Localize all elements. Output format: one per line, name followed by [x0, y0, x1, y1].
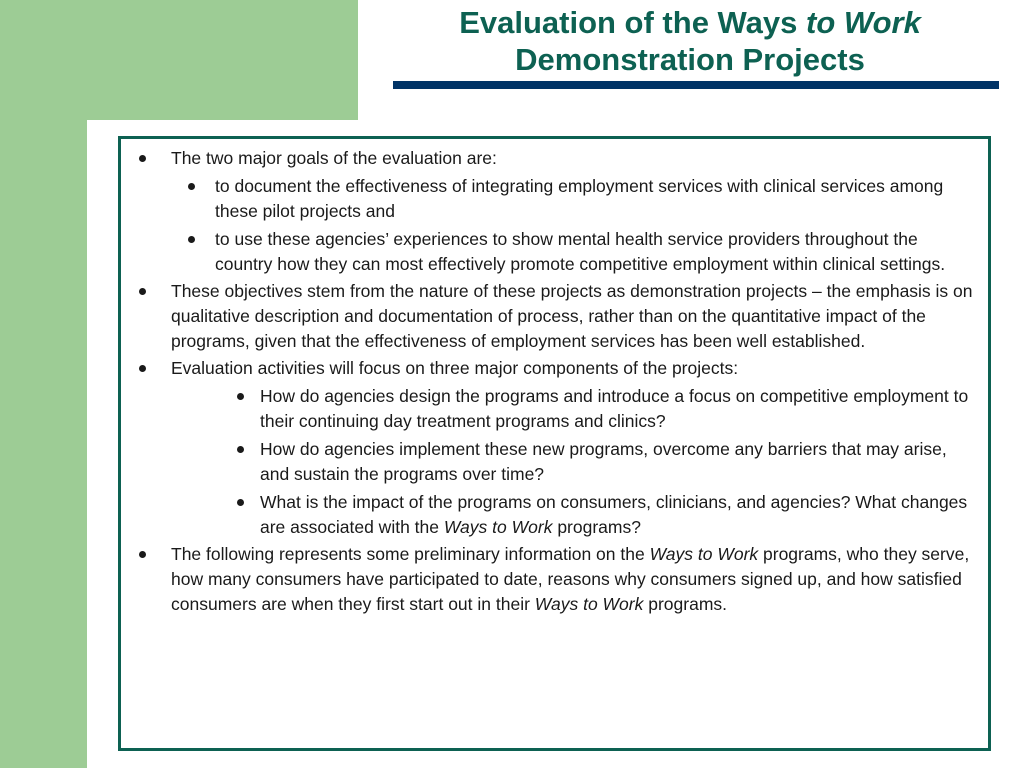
- slide-title: [380, 4, 1000, 78]
- bullet-text: The following represents some preliminary information on the: [171, 544, 650, 564]
- sub-bullet-list: [171, 174, 974, 277]
- bullet-list: [121, 139, 988, 619]
- bullet-item: [121, 356, 988, 540]
- bullet-text: programs, who they serve, how many consumers have participated to date, reasons why consumers signed up, and how satisfied consumers are when they first start out in their: [171, 544, 970, 614]
- sub-bullet-item: to use these agencies’ experiences to show mental health service providers throughout the country how they can most effectively promote competitive employment within clinical settings.: [171, 227, 974, 277]
- title-line-2: Demonstration Projects: [515, 42, 865, 77]
- title-line-1: [380, 4, 1000, 41]
- sub-bullet-item: [171, 490, 974, 540]
- bullet-item: These objectives stem from the nature of these projects as demonstration projects – the emphasis is on qualitative description and documentation of process, rather than on the quantitative impact of the programs, given that the effectiveness of employment services has been well established.: [121, 279, 988, 354]
- bullet-text: The two major goals of the evaluation are:: [171, 148, 497, 168]
- sub-bullet-text: programs?: [552, 517, 641, 537]
- ways-to-work-italic: Ways to Work: [649, 544, 759, 564]
- content-box: [118, 136, 991, 751]
- ways-to-work-italic: Ways to Work: [534, 594, 644, 614]
- bullet-item: [121, 146, 988, 277]
- ways-to-work-italic: Ways to Work: [443, 517, 553, 537]
- top-left-accent-block: [0, 0, 358, 120]
- sub-bullet-item: How do agencies design the programs and introduce a focus on competitive employment to their continuing day treatment programs and clinics?: [171, 384, 974, 434]
- sub-bullet-item: How do agencies implement these new programs, overcome any barriers that may arise, and sustain the programs over time?: [171, 437, 974, 487]
- bullet-item: [121, 542, 988, 617]
- sub-bullet-text: What is the impact of the programs on consumers, clinicians, and agencies? What changes are associated with the: [260, 492, 968, 537]
- bullet-text: programs.: [643, 594, 728, 614]
- title-line1-prefix: Evaluation of the Ways: [459, 5, 806, 40]
- title-line1-italic: to Work: [806, 5, 921, 40]
- bullet-text: Evaluation activities will focus on three major components of the projects:: [171, 358, 739, 378]
- sub-bullet-list: [171, 384, 974, 540]
- title-underline-rule: [393, 81, 999, 89]
- sub-bullet-item: to document the effectiveness of integrating employment services with clinical services among these pilot projects and: [171, 174, 974, 224]
